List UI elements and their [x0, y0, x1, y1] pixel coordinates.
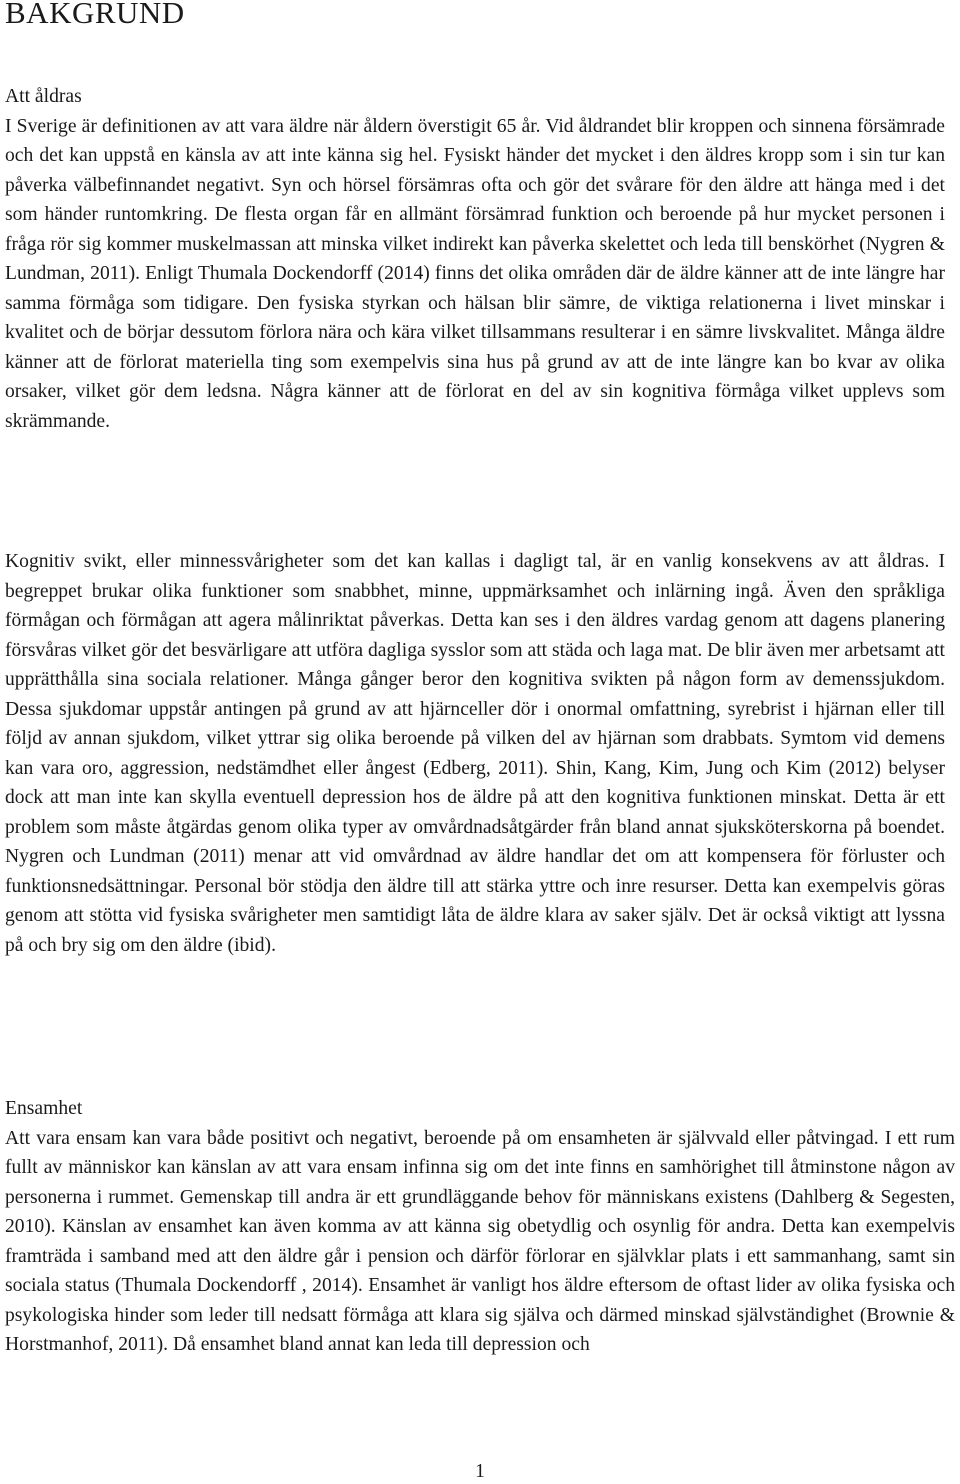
section-att-aldras	[5, 82, 945, 436]
page-number: 1	[475, 1461, 485, 1482]
body-paragraph: Att vara ensam kan vara både positivt och negativt, beroende på om ensamheten är självvald eller påtvingad. I ett rum fullt av människor kan känslan av att vara ensam infinna sig om det inte finns en samhörighet till åtminstone någon av personerna i rummet. Gemenskap till andra är ett grundläggande behov för människans existens (Dahlberg & Segesten, 2010). Känslan av ensamhet kan även komma av att känna sig obetydlig och osynlig för andra. Detta kan exempelvis framträda i samband med att den äldre går i pension och därför förlorar en självklar plats i ett sammanhang, samt sin sociala status (Thumala Dockendorff , 2014). Ensamhet är vanligt hos äldre eftersom de oftast lider av olika fysiska och psykologiska hinder som leder till nedsatt förmåga att klara sig själva och därmed minskad självständighet (Brownie & Horstmanhof, 2011). Då ensamhet bland annat kan leda till depression och	[5, 1127, 955, 1355]
body-paragraph: Kognitiv svikt, eller minnessvårigheter som det kan kallas i dagligt tal, är en vanlig konsekvens av att åldras. I begreppet brukar olika funktioner som snabbhet, minne, uppmärksamhet och inlärning ingå. Även den språkliga förmågan och förmågan att agera målinriktat påverkas. Detta kan ses i den äldres vardag genom att dagens planering försvåras vilket gör det besvärligare att utföra dagliga sysslor som att städa och laga mat. De blir även mer arbetsamt att upprätthålla sina sociala relationer. Många gånger beror den kognitiva svikten på någon form av demenssjukdom. Dessa sjukdomar uppstår antingen på grund av att hjärnceller dör i onormal omfattning, syrebrist i hjärnan eller till följd av annan sjukdom, vilket yttrar sig olika beroende på vilken del av hjärnan som drabbats. Symtom vid demens kan vara oro, aggression, nedstämdhet eller ångest (Edberg, 2011). Shin, Kang, Kim, Jung och Kim (2012) belyser dock att man inte kan skylla eventuell depression hos de äldre på att den kognitiva funktionen minskat. Detta är ett problem som måste åtgärdas genom olika typer av omvårdnadsåtgärder från bland annat sjuksköterskorna på boendet. Nygren och Lundman (2011) menar att vid omvårdnad av äldre handlar det om att kompensera för förluster och funktionsnedsättningar. Personal bör stödja den äldre till att stärka yttre och inre resurser. Detta kan exempelvis göras genom att stötta vid fysiska svårigheter men samtidigt låta de äldre klara av saker själv. Det är också viktigt att lyssna på och bry sig om den äldre (ibid).	[5, 551, 945, 956]
section-heading: Att åldras	[5, 86, 82, 107]
section-att-aldras-continued	[5, 547, 945, 960]
section-heading: Ensamhet	[5, 1098, 83, 1119]
document-title: BAKGRUND	[5, 0, 185, 30]
section-ensamhet	[5, 1094, 955, 1360]
document-page	[5, 0, 955, 1355]
body-paragraph: I Sverige är definitionen av att vara äldre när åldern överstigit 65 år. Vid åldrandet blir kroppen och sinnena försämrade och det kan uppstå en känsla av att inte känna sig hel. Fysiskt händer det mycket i den äldres kropp som i sin tur kan påverka välbefinnandet negativt. Syn och hörsel försämras ofta och gör det svårare för den äldre att hänga med i det som händer runtomkring. De flesta organ får en allmänt försämrad funktion och beroende på hur mycket personen i fråga rör sig kommer muskelmassan att minska vilket indirekt kan påverka skelettet och leda till benskörhet (Nygren & Lundman, 2011). Enligt Thumala Dockendorff (2014) finns det olika områden där de äldre känner att de inte längre har samma förmåga som tidigare. Den fysiska styrkan och hälsan blir sämre, de viktiga relationerna i livet minskar i kvalitet och de börjar dessutom förlora nära och kära vilket tillsammans resulterar i en sämre livskvalitet. Många äldre känner att de förlorat materiella ting som exempelvis sina hus på grund av att de inte längre kan bo kvar av olika orsaker, vilket gör dem ledsna. Några känner att de förlorat en del av sin kognitiva förmåga vilket upplevs som skrämmande.	[5, 115, 945, 432]
